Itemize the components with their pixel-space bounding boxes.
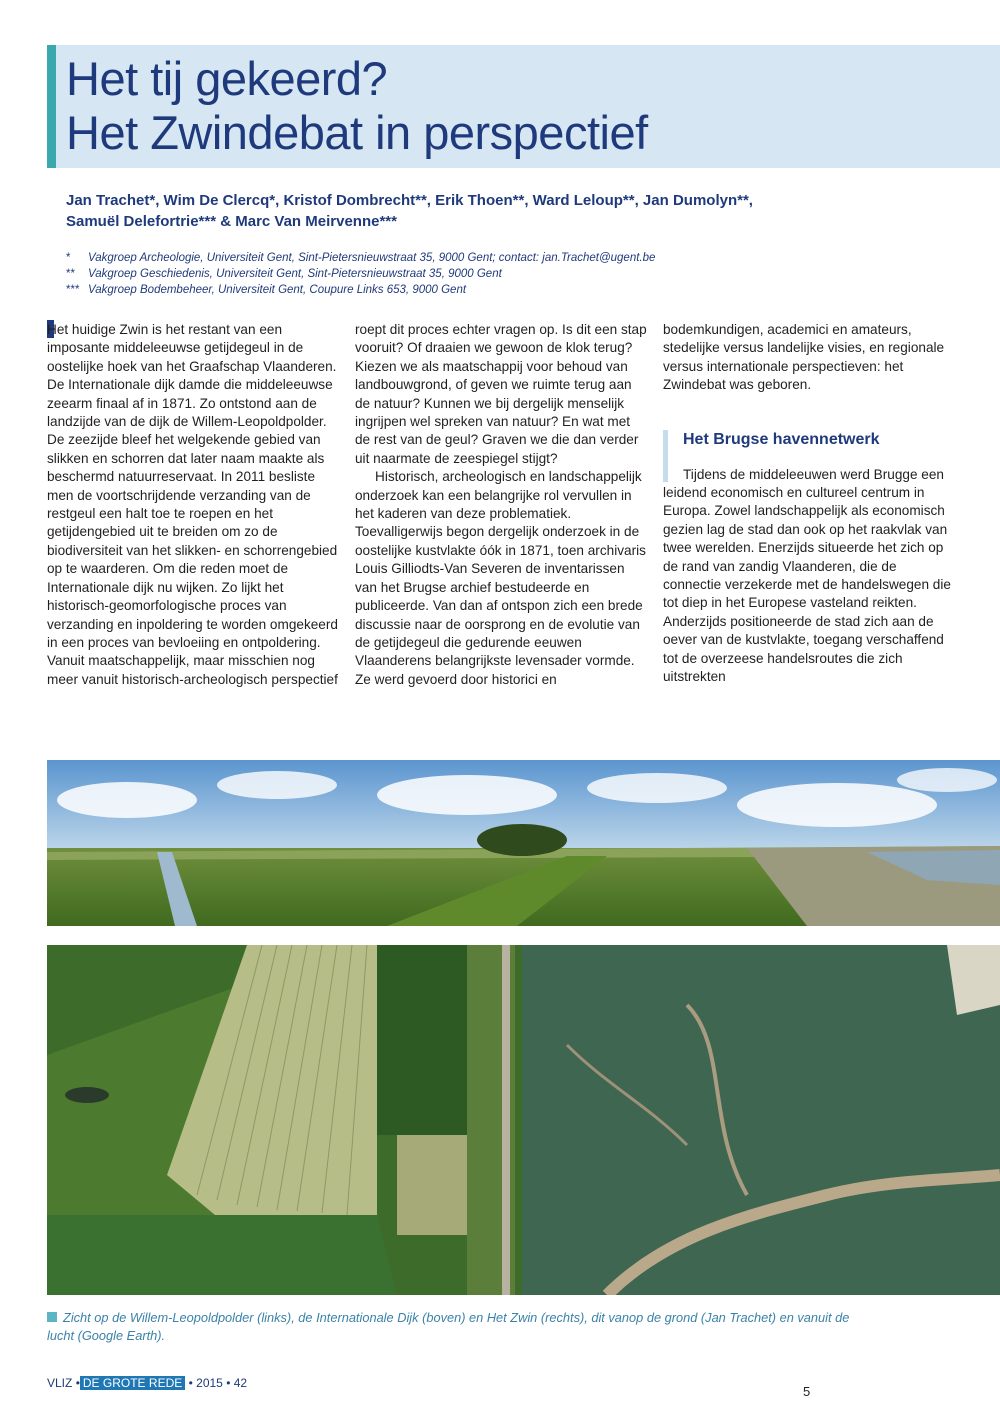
- page-number: 5: [803, 1384, 811, 1399]
- section-paragraph: Tijdens de middeleeuwen werd Brugge een leidend economisch en cultureel centrum in Europa. Zowel landschappelijk als economisch gezien lag de stad dan ook op het raakvlak van twee werelden. Enerzijds situeerde het zich op de rand van zandig Vlaanderen, die de connectie verzekerde met de handelswegen die tot diep in het Europese vasteland reikten. Anderzijds positioneerde de stad zich aan de oever van de kustvlakte, toegang verschaffend tot de overzeese handelsroutes die zich uitstrekten: [663, 466, 951, 685]
- footer-separator: •: [75, 1376, 80, 1390]
- affiliation-mark: *: [66, 252, 71, 264]
- text-column-3: [663, 321, 955, 687]
- body-paragraph: roept dit proces echter vragen op. Is dit een stap vooruit? Of draaien we gewoon de klok terug? Kiezen we als maatschappij voor behoud van landbouwgrond, of geven we ruimte terug aan de natuur? Kunnen we bij dergelijk menselijk ingrijpen wel spreken van natuur? En wat met de rest van de geul? Graven we die dan verder uit naarmate de zeespiegel stijgt?: [355, 322, 647, 466]
- affiliation-3: [66, 282, 966, 298]
- photo-caption: [47, 1309, 867, 1345]
- footer-magazine: DE GROTE REDE: [80, 1376, 185, 1390]
- title-line-1: Het tij gekeerd?: [66, 52, 388, 105]
- footer-year: 2015: [196, 1376, 223, 1390]
- affiliation-2: [66, 266, 966, 282]
- caption-text: Zicht op de Willem-Leopoldpolder (links), de Internationale Dijk (boven) en Het Zwin (rechts), dit vanop de grond (Jan Trachet) en vanuit de lucht (Google Earth).: [47, 1310, 850, 1343]
- text-column-2: [355, 321, 647, 689]
- title-line-2: Het Zwindebat in perspectief: [66, 106, 648, 159]
- text-column-1: [47, 321, 339, 689]
- footer-separator: •: [226, 1376, 231, 1390]
- affiliation-mark: ***: [66, 284, 80, 296]
- authors-line-2: Samuël Delefortrie*** & Marc Van Meirvenne***: [66, 213, 397, 230]
- affiliation-1: [66, 250, 966, 266]
- author-list: [66, 190, 966, 232]
- affiliation-text: Vakgroep Archeologie, Universiteit Gent, Sint-Pietersnieuwstraat 35, 9000 Gent; contact: jan.Trachet@ugent.be: [88, 252, 656, 264]
- page-title: [66, 52, 986, 160]
- caption-marker-icon: [47, 1312, 57, 1322]
- landscape-photo: [47, 760, 1000, 926]
- section-title: Het Brugse havennetwerk: [683, 430, 880, 448]
- affiliation-text: Vakgroep Geschiedenis, Universiteit Gent, Sint-Pietersnieuwstraat 35, 9000 Gent: [88, 268, 502, 280]
- authors-line-1: Jan Trachet*, Wim De Clercq*, Kristof Dombrecht**, Erik Thoen**, Ward Leloup**, Jan Dumolyn**,: [66, 192, 753, 209]
- affiliation-mark: **: [66, 268, 75, 280]
- body-paragraph: Het huidige Zwin is het restant van een imposante middeleeuwse getijdegeul in de oostelijke hoek van het Graafschap Vlaanderen. De Internationale dijk damde die middeleeuwse zeearm finaal af in 1871. Zo ontstond aan de landzijde van de dijk de Willem-Leopoldpolder. De zeezijde bleef het welgekende gebied van slikken en schorren dat later naam maakte als beschermd natuurreservaat. In 2011 besliste men de voortschrijdende verzanding van de restgeul een halt toe te roepen en het getijdengebied uit te breiden om zo de biodiversiteit van het slikken- en schorrengebied op te waarderen. Om die reden moet de Internationale dijk nu wijken. Zo lijkt het historisch-geomorfologische proces van verzanding en inpoldering te worden omgekeerd in een proces van bevloeiing en ontpoldering. Vanuit maatschappelijk, maar misschien nog meer vanuit historisch-archeologisch perspectief: [47, 322, 338, 687]
- affiliation-text: Vakgroep Bodembeheer, Universiteit Gent, Coupure Links 653, 9000 Gent: [88, 284, 467, 296]
- section-accent-bar: [663, 430, 668, 482]
- section-heading-block: [663, 430, 955, 450]
- title-accent-bar: [47, 45, 56, 168]
- aerial-photo: [47, 945, 1000, 1295]
- body-paragraph: Historisch, archeologisch en landschappelijk onderzoek kan een belangrijke rol vervullen in het kaderen van deze problematiek. Toevalligerwijs begon dergelijk onderzoek in de oostelijke kustvlakte óók in 1871, toen archivaris Louis Gilliodts-Van Severen de inventarissen van het Brugse archief bestudeerde en publiceerde. Van dan af ontspon zich een brede discussie naar de oorsprong en de evolutie van de getijdegeul die gedurende eeuwen Vlaanderens belangrijkste levensader vormde. Ze werd gevoerd door historici en: [355, 469, 646, 687]
- page-footer: [47, 1376, 247, 1390]
- column-3-lead-text: bodemkundigen, academici en amateurs, stedelijke versus landelijke visies, en regionale versus internationale perspectieven: het Zwindebat was geboren.: [663, 322, 945, 393]
- footer-issue: 42: [233, 1376, 248, 1390]
- footer-separator: •: [188, 1376, 193, 1390]
- footer-org: VLIZ: [47, 1376, 73, 1390]
- affiliations: [66, 250, 966, 298]
